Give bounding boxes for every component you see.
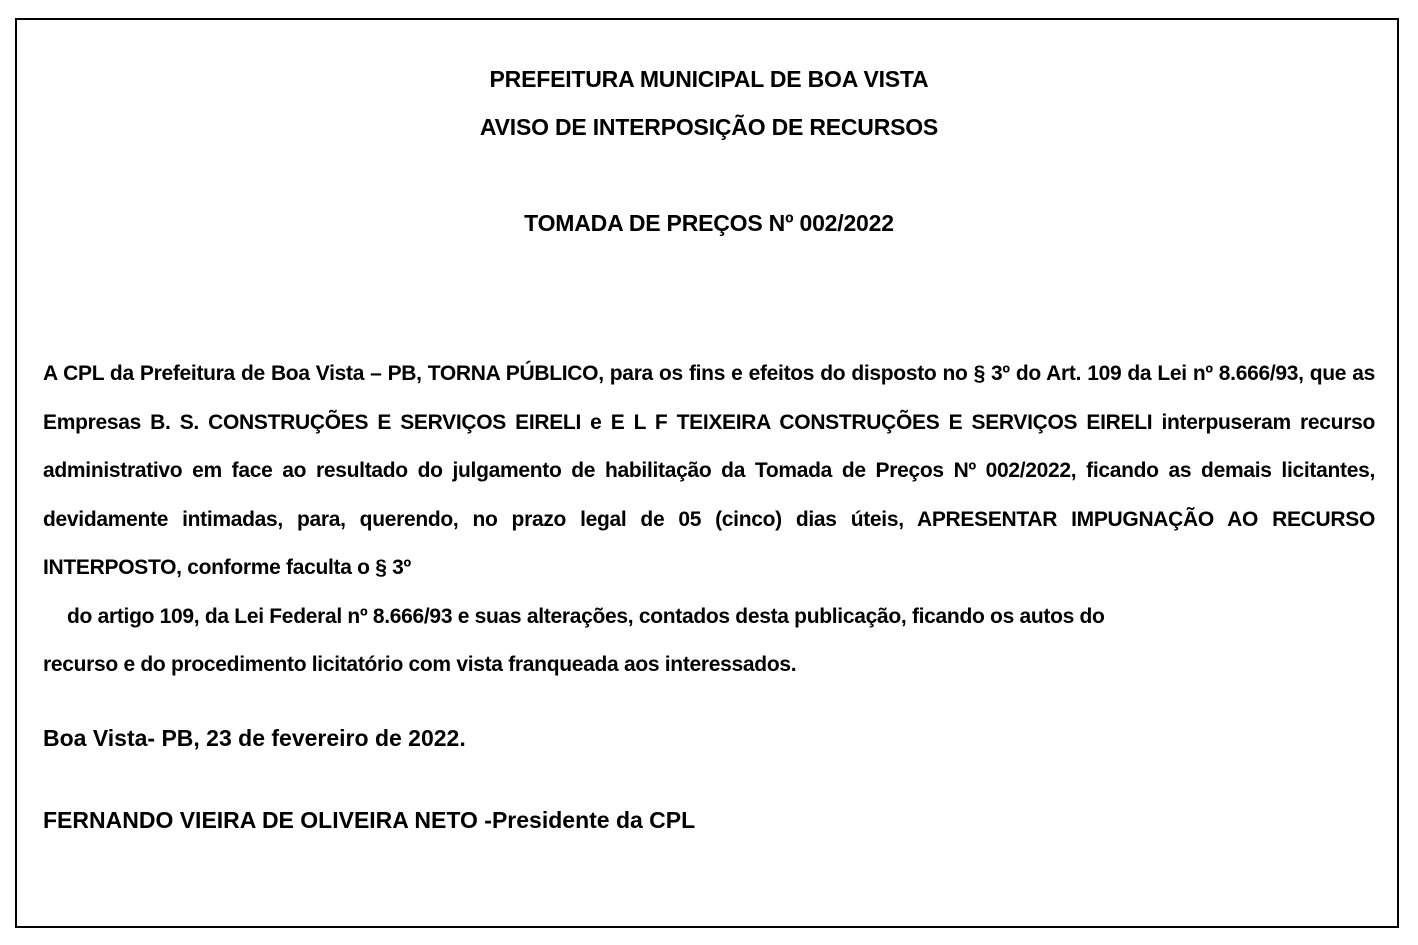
notice-body-part-3: recurso e do procedimento licitatório com vista franqueada aos interessados. [43, 653, 797, 676]
notice-body-part-2: do artigo 109, da Lei Federal nº 8.666/93 e suas alterações, contados desta publicação, ficando os autos do [67, 604, 1105, 628]
header-municipality: PREFEITURA MUNICIPAL DE BOA VISTA [489, 66, 929, 92]
header-process-number: TOMADA DE PREÇOS Nº 002/2022 [524, 210, 894, 236]
notice-signature: FERNANDO VIEIRA DE OLIVEIRA NETO -Presidente da CPL [43, 807, 696, 833]
notice-date: Boa Vista- PB, 23 de fevereiro de 2022. [43, 725, 466, 751]
notice-body [43, 350, 1375, 690]
notice-body-part-1: A CPL da Prefeitura de Boa Vista – PB, TORNA PÚBLICO, para os fins e efeitos do disposto no § 3º do Art. 109 da Lei nº 8.666/93, que as Empresas B. S. CONSTRUÇÕES E SERVIÇOS EIRELI e E L F TEIXEIRA CONSTRUÇÕES E SERVIÇOS EIRELI interpuseram recurso administrativo em face ao resultado do julgamento de habilitação da Tomada de Preços Nº 002/2022, ficando as demais licitantes, devidamente intimadas, para, querendo, no prazo legal de 05 (cinco) dias úteis, APRESENTAR IMPUGNAÇÃO AO RECURSO INTERPOSTO, conforme faculta o § 3º [43, 362, 1375, 579]
header-notice-title: AVISO DE INTERPOSIÇÃO DE RECURSOS [479, 114, 939, 140]
